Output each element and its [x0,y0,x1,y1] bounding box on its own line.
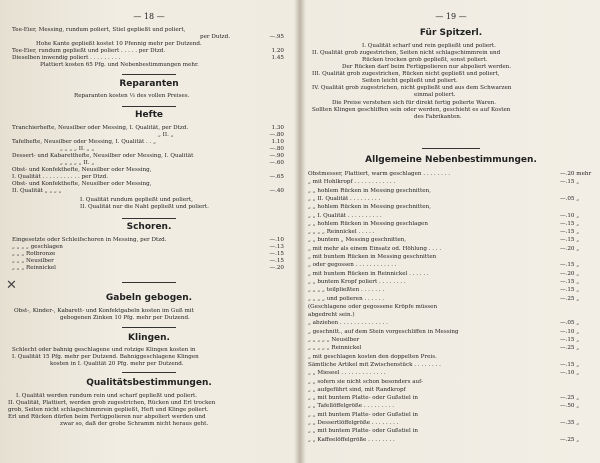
list-item: „ „ mit buntem Platte- oder Gußstiel in [308,411,418,418]
right-page [302,0,600,463]
divider [122,372,176,373]
text-line: Obst-, Kinder-, Kabarett- und Konfektgabeln kosten im Guß mit [14,308,194,314]
list-item: „ „ buntem Kropf poliert . . . . . . . . [308,278,406,285]
list-item: Sämtliche Artikel mit Zwischenstück . . . . . . . . [308,361,441,368]
text-line: Tranchierhefte, Neusilber oder Messing, I. Qualität, per Dtzd. [12,125,189,131]
price: —.40 [269,188,284,194]
text-line: I. Qualität rundum gepließt und poliert, [80,197,193,203]
price: —.90 [269,153,284,159]
price: —.13 [269,244,284,250]
divider [122,74,176,75]
list-item: „ „ „ „ „ Reinnickel [308,345,362,352]
list-item: (Geschlagene oder gegossene Kröpfe müssen [308,303,438,310]
text-line: kosten in I. Qualität 20 Pfg. mehr per Dutzend. [50,361,184,367]
price: —.05 „ [560,320,580,327]
list-item: „ „ aufgeführt sind, mit Randkropf [308,386,406,393]
text-line: Dieselben inwendig poliert . . . . . . . . . [12,55,121,61]
text-line: „ „ „ „ geschlagen [12,244,63,250]
list-item: „ „ mit buntem Platte- oder Gußstiel in [308,395,418,402]
price: —.10 „ [560,370,580,377]
price: —.10 [269,237,284,243]
list-item: „ mit buntem Rücken in Reinnickel . . . . . . [308,270,429,277]
price: —.25 „ [560,395,580,402]
list-item: „ „ mit buntem Platte- oder Gußstiel in [308,428,418,435]
price: 1.10 [271,139,284,145]
text-line: Schlecht oder bahnig geschlagene und rotzige Klingen kosten in [12,347,196,353]
text-line: IV. Qualität grob zugestrichen, nicht gepließt und aus dem Schwarzen [312,85,512,91]
text-line: Reparanten kosten ⅓ des vollen Preises. [74,93,190,99]
price: 1.45 [271,55,284,61]
text-line: I. Qualität werden rundum rein und scharf gepließt und poliert. [16,393,198,399]
price: —.25 „ [560,295,580,302]
list-item: „ „ „ „ „ Neusilber [308,337,360,343]
price: —.25 „ [560,436,580,443]
price: —.10 „ [560,212,580,219]
section-title-spitzerl: Für Spitzerl. [419,28,483,38]
price: —.15 „ [560,278,580,285]
list-item: „ „ Tafellöffelgröße . . . . . . . . . [308,403,395,410]
price: —.15 „ [560,179,580,186]
right-page-number: — 19 — [435,12,467,21]
list-item: abgedreht sein.) [308,312,355,319]
text-line: Dessert- und Kabaretthefte, Neusilber oder Messing, I. Qualität [12,153,194,159]
text-line: II. Qualität grob zugestrichen, Seiten nicht schlagschimmrein und [312,50,501,56]
text-line: III. Qualität grob zugestrichen, Rücken nicht gepließt und poliert, [312,71,500,77]
text-line: Tee-Eier, Messing, rundum poliert, Stiel gepließt und poliert, [12,27,186,33]
divider [122,282,176,283]
text-line: gebogenen Zinken 10 Pfg. mehr per Dutzend. [60,315,190,321]
price: —.95 [269,34,284,40]
text-line: Obst- und Konfekthefte, Neusilber oder Messing, [12,181,152,187]
section-title-klingen: Klingen. [128,333,170,343]
text-line: Obst- und Konfekthefte, Neusilber oder Messing, [12,167,152,173]
list-item: Obstmesser, Plattiert, warm geschlagen . . . . . . . . [308,171,450,177]
price: 1.30 [271,125,284,131]
section-title-reparanten: Reparanten [119,79,179,89]
price: —.15 „ [560,220,580,227]
price: —.15 „ [560,229,580,236]
price: —.15 [269,251,284,257]
price: —.15 „ [560,262,580,269]
list-item: „ oder gegossen . . . . . . . . . . . . [308,262,397,269]
text-line: „ „ „ Neusilber [12,258,54,264]
list-item: „ „ Kaffeelöffelgröße . . . . . . . . [308,436,395,443]
text-line: einmal poliert. [414,92,456,98]
price: —.65 [269,174,284,180]
list-item: „ „ Dessertlöffelgröße . . . . . . . . [308,420,399,426]
text-line: II. Qualität nur die Naht gepließt und poliert. [80,204,209,210]
price: —.80 [269,132,284,138]
price: —.20 „ [560,270,580,277]
list-item: „ mit geschlagen kosten den doppelten Preis. [308,353,437,360]
text-line: grob, Seiten nicht schlagschimmrein gepließt, Heft und Klinge poliert. [8,407,209,413]
price: —.05 „ [560,195,580,202]
section-title-hefte: Hefte [135,110,163,120]
price: —.80 [269,146,284,152]
price: —.50 „ [560,403,580,410]
price: —.15 „ [560,361,580,368]
divider [122,106,176,107]
text-line: Rücken trocken grob gepließt, sonst poliert. [362,57,488,63]
text-line: Hohe Kante gepließt kostet 10 Pfennig mehr per Dutzend. [36,41,202,47]
left-page [0,0,298,463]
text-line: „ „ „ „ „ II. „ [60,160,95,166]
section-title-qualitaet: Qualitätsbestimmungen. [86,378,212,388]
section-title-schoren: Schoren. [126,222,172,232]
price: —.25 „ [560,345,580,352]
list-item: „ mit buntem Rücken in Messing geschnitten [308,254,437,260]
price: —.15 [269,258,284,264]
text-line: II. Qualität, Plattiert, werden grob zugestrichen, Rücken und Erl trocken [8,400,216,406]
price: 1.20 [271,48,284,54]
handwritten-cross-mark: ✕ [6,278,17,293]
list-item: „ „ sofern sie nicht schon besonders auf- [308,378,423,385]
text-line: „ „ „ „ II. „ „ [60,146,95,152]
text-line: Der Rücken darf beim Fertigpolieren nur abpoliert werden. [342,64,512,70]
text-line: „ „ „ Rotbronze [12,251,56,257]
text-line: „ II. „ [158,132,174,138]
list-item: „ „ II. Qualität . . . . . . . . . [308,195,381,202]
text-line: Sollten Klingen geschliffen sein oder werden, geschieht es auf Kosten [312,107,511,113]
divider [122,327,176,328]
left-page-number: — 18 — [133,12,165,21]
divider [122,218,176,219]
price: —.35 „ [560,420,580,426]
list-item: „ „ hohlem Rücken in Messing geschnitten, [308,187,431,194]
text-line: per Dutzd. [200,34,230,40]
price: —.60 [269,160,284,166]
divider [422,148,480,149]
price: —.20 [269,265,284,271]
text-line: I. Qualität 15 Pfg. mehr per Dutzend. Bahniggeschlagene Klingen [12,354,199,360]
section-title-nebenbestimmungen: Allgemeine Nebenbestimmungen. [365,155,537,165]
list-item: „ mit mehr als einem Einsatz od. Höhlung . . . . [308,245,442,252]
text-line: „ „ „ Reinnickel [12,265,56,271]
text-line: Die Preise verstehen sich für direkt fertig polierte Waren. [332,100,497,106]
text-line: Tafelhefte, Neusilber oder Messing, I. Qualität . . „ [12,139,157,145]
price: —.15 „ [560,337,580,343]
text-line: Erl und Rücken dürfen beim Fertigpolieren nur abpoliert werden und [8,414,206,420]
list-item: „ geschnitt., auf dem Stein vorgeschliffen in Messing [308,328,459,335]
list-item: „ mit Hohlkropf . . . . . . . . . . . . [308,179,396,186]
section-title-gabeln: Gabeln gebogen. [105,293,193,303]
list-item: „ „ „ „ Reinnickel . . . . . [308,229,375,236]
price: —.15 „ [560,287,580,294]
list-item: „ „ hohlem Rücken in Messing geschlagen [308,220,428,227]
price: —.15 „ [560,237,580,244]
list-item: „ „ buntem „ Messing geschnitten, [308,237,407,244]
price: —.10 „ [560,328,580,335]
list-item: „ „ „ „ und polieren . . . . . . [308,295,385,302]
text-line: I. Qualität . . . . . . . . . . . per Dtzd. [12,174,108,180]
text-line: II. Qualität „ „ „ „ [12,188,62,194]
text-line: Seiten leicht gepließt und poliert. [362,78,458,84]
list-item: „ abziehen . . . . . . . . . . . . . . [308,320,388,327]
price: —.20 mehr [560,171,592,177]
text-line: zwar so, daß der grobe Schramm nicht heraus geht. [60,421,209,427]
text-line: des Fabrikanten. [414,114,462,120]
list-item: „ „ I. Qualität . . . . . . . . . . [308,212,382,219]
price: —.20 „ [560,245,580,252]
text-line: I. Qualität scharf und rein gepließt und poliert. [362,43,496,49]
list-item: „ „ „ „ teilpließten . . . . . . . [308,287,385,294]
list-item: „ „ Mieseel . . . . . . . . . . . . . [308,370,386,377]
list-item: „ „ hohlem Rücken in Messing geschnitten, [308,204,431,211]
text-line: Plattiert kosten 65 Pfg. und Nebenbestimmungen mehr. [40,62,199,68]
text-line: Eingesetzte oder Schleifschoren in Messing, per Dtzd. [12,237,167,243]
text-line: Tee-Eier, rundum gepließt und poliert . . . . . per Dtzd. [12,48,166,54]
